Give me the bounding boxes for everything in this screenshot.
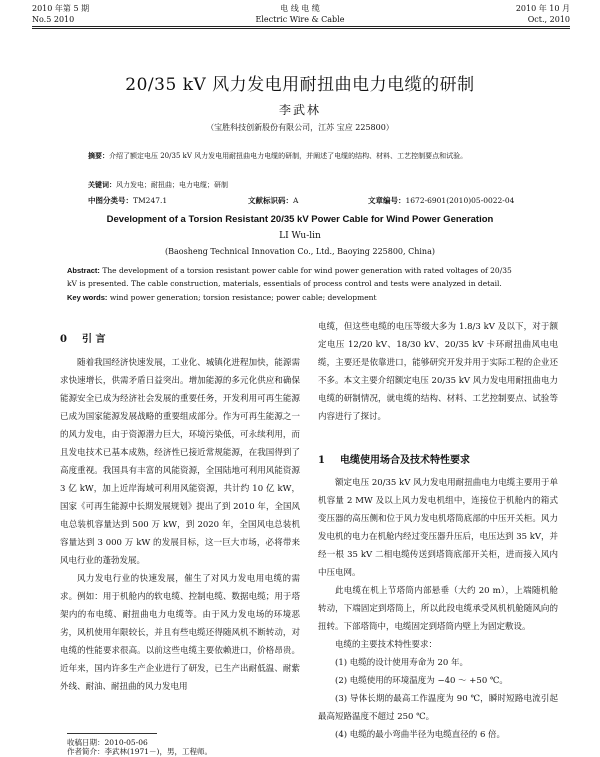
section1-paragraph-2: 此电缆在机上节塔筒内部悬垂（大约 20 m），上端随机舱转动，下端固定到塔筒上，所以此段电缆承受风机机舱随风向的扭转。下部塔筒中，电缆固定到塔筒内壁上为固定敷设。 — [318, 586, 558, 632]
article-number-label: 文章编号： — [368, 196, 406, 205]
footnote-rule — [67, 733, 157, 734]
intro-paragraph-1: 随着我国经济快速发展，工业化、城镇化进程加快，能源需求快速增长，供需矛盾日益突出。增加能源的多元化供应和确保能源安全已成为经济社会发展的重要任务，开发利用可再生能源已成为国家能源发展战略的重要组成部分。作为可再生能源之一的风力发电，由于资源潜力巨大，环境污染低，可永续利用，而且发电技术已基本成熟，经济性已接近常规能源，在我国得到了高度重视。我国具有丰富的风能资源，全国陆地可利用风能资源 3 亿 kW，加上近岸海域可利用风能资源，共计约 10 亿 kW，国家《可再生能源中长期发展规划》提出了到 2010 年，全国风电总装机容量达到 500 万 kW，到 2020 年，全国风电总装机容量达到 3 000 万 kW 的发展目标，这一巨大市场，必将带来风电行业的蓬勃发展。 — [60, 358, 300, 566]
journal-date-en: Oct., 2010 — [527, 15, 570, 24]
section-title: 引 言 — [82, 334, 106, 345]
section-number: 1 — [318, 455, 325, 466]
keywords-label: 关键词： — [88, 180, 116, 189]
section1-paragraph-3: 电缆的主要技术特性要求： — [335, 640, 438, 650]
received-date: 收稿日期：2010-05-06 — [67, 738, 148, 747]
section-number: 0 — [60, 334, 67, 345]
requirement-item-3: (3) 导体长期的最高工作温度为 90 ℃，瞬时短路电流引起最高短路温度不超过 250 ℃。 — [318, 694, 558, 722]
clc-label: 中图分类号： — [88, 196, 133, 205]
left-column — [60, 354, 300, 696]
requirement-item-4: (4) 电缆的最小弯曲半径为电缆直径的 6 倍。 — [335, 730, 506, 740]
author-bio: 作者简介：李武林(1971－)，男，工程师。 — [67, 747, 212, 756]
english-keywords-text: wind power generation; torsion resistance; power cable; development — [109, 293, 377, 302]
abstract — [88, 150, 528, 162]
requirement-item-2: (2) 电缆使用的环境温度为 −40 ～ +50 ℃。 — [335, 676, 508, 686]
intro-paragraph-2: 风力发电行业的快速发展，催生了对风力发电用电缆的需求。例如：用于机舱内的软电缆、控制电缆、数据电缆；用于塔架内的布电缆、耐扭曲电力电缆等。由于风力发电场的环境恶劣，风机使用年限较长，并且有些电缆还得随风机不断转动，对电缆的性能要求很高。以前这些电缆主要依赖进口，价格昂贵。近年来，国内许多生产企业进行了研发，已生产出耐低温、耐紫外线、耐油、耐扭曲的风力发电用 — [60, 574, 300, 692]
english-title: Development of a Torsion Resistant 20/35 kV Power Cable for Wind Power Generation — [106, 214, 494, 225]
doc-code-value: A — [293, 196, 299, 205]
affiliation: （宝胜科技创新股份有限公司，江苏 宝应 225800） — [206, 123, 394, 132]
clc-value: TM247.1 — [133, 196, 168, 205]
document-code — [248, 195, 298, 206]
clc-number — [88, 195, 167, 206]
journal-date-cn: 2010 年 10 月 — [515, 4, 570, 13]
english-abstract-text: The development of a torsion resistant power cable for wind power generation with rated voltages of 20/35 kV is presented. The cable construction, materials, essentials of process control and tests were analyzed in detail. — [67, 266, 512, 288]
section-heading-1 — [318, 451, 470, 466]
section1-paragraph-1: 额定电压 20/35 kV 风力发电用耐扭曲电力电缆主要用于单机容量 2 MW 及以上风力发电机组中，连接位于机舱内的箱式变压器的高压侧和位于风力发电机塔筒底部的中压开关柜。风力发电机的电力在机舱内经过变压器升压后，电压达到 35 kV，并经一根 35 kV 二相电缆传送到塔筒底部开关柜，进而接入风内中压电网。 — [318, 478, 559, 578]
intro-continuation: 电缆，但这些电缆的电压等级大多为 1.8/3 kV 及以下，对于额定电压 12/20 kV、18/30 kV、20/35 kV 卡环耐扭曲风电电缆，主要还是依靠进口，能够研究开发并用于实际工程的企业还不多。本文主要介绍额定电压 20/35 kV 风力发电用耐扭曲电力电缆的研制情况，就电缆的结构、材料、工艺控制要点、试验等内容进行了探讨。 — [318, 322, 558, 422]
requirement-item-1: (1) 电缆的设计使用寿命为 20 年。 — [335, 658, 468, 668]
journal-name-en: Electric Wire & Cable — [255, 15, 345, 24]
header-rule — [32, 26, 570, 27]
english-keywords — [67, 291, 522, 304]
section-heading-introduction — [60, 330, 105, 345]
journal-issue-en: No.5 2010 — [32, 15, 75, 24]
keywords-text: 风力发电；耐扭曲；电力电缆；研制 — [116, 181, 228, 189]
article-number-value: 1672-6901(2010)05-0022-04 — [405, 196, 515, 205]
abstract-label: 摘要： — [88, 151, 109, 160]
journal-name-cn: 电 线 电 缆 — [280, 4, 320, 13]
article-number — [368, 195, 514, 206]
keywords — [88, 179, 528, 191]
english-affiliation: (Baosheng Technical Innovation Co., Ltd., Baoying 225800, China) — [165, 247, 435, 256]
section-title: 电缆使用场合及技术特性要求 — [340, 455, 470, 466]
doc-code-label: 文献标识码： — [248, 196, 293, 205]
journal-issue-cn: 2010 年第 5 期 — [32, 4, 90, 13]
english-author: LI Wu-lin — [279, 231, 321, 241]
header-rule-double — [32, 28, 570, 29]
english-abstract-label: Abstract: — [67, 266, 100, 275]
paper-title: 20/35 kV 风力发电用耐扭曲电力电缆的研制 — [125, 75, 475, 95]
right-column-top — [318, 318, 558, 426]
english-keywords-label: Key words: — [67, 293, 108, 302]
abstract-text: 介绍了额定电压 20/35 kV 风力发电用耐扭曲电力电缆的研制，并阐述了电缆的结构、材料、工艺控制要点和试验。 — [109, 152, 468, 160]
author: 李武林 — [278, 103, 321, 117]
right-column-body — [318, 474, 558, 744]
english-abstract — [67, 264, 522, 290]
